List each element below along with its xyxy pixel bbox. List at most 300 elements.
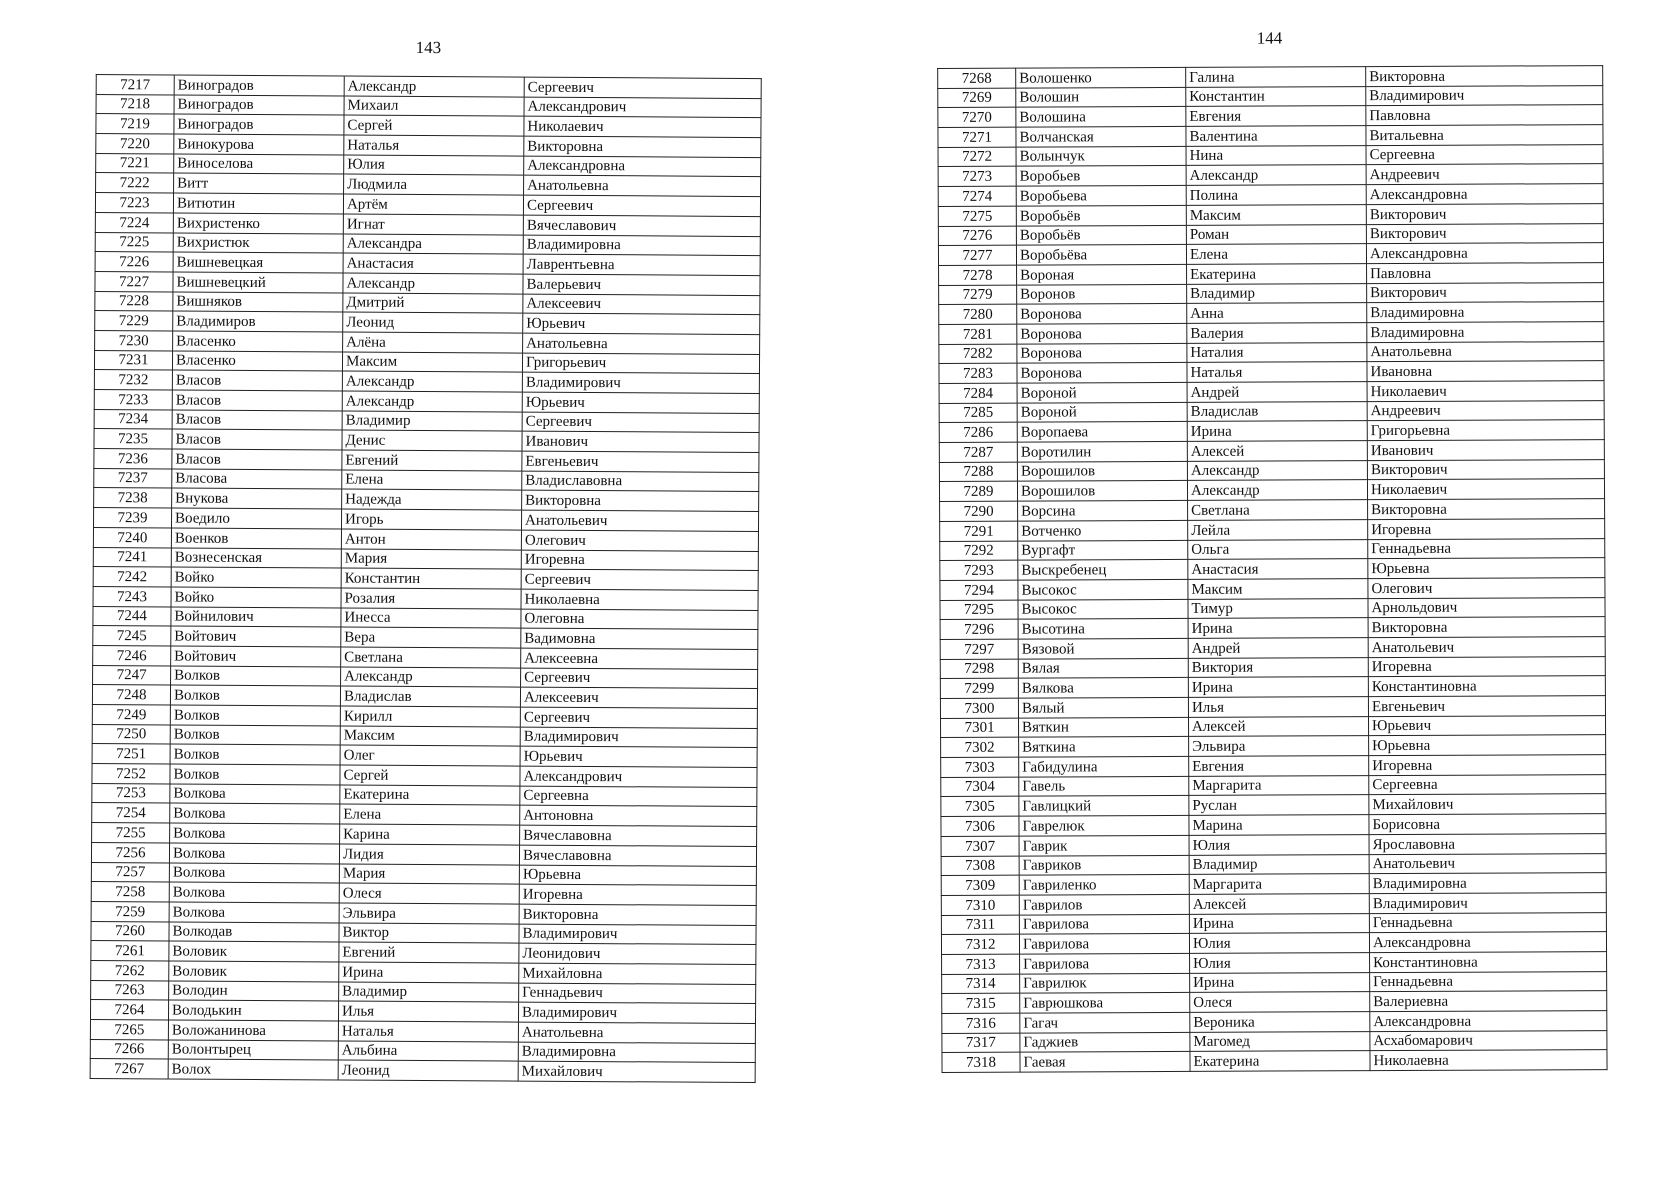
- record-number-cell: 7293: [940, 560, 1018, 580]
- surname-cell: Вознесенская: [171, 547, 341, 568]
- first-name-cell: Антон: [341, 529, 521, 550]
- surname-cell: Волох: [168, 1059, 338, 1080]
- surname-cell: Володин: [169, 981, 339, 1002]
- patronymic-cell: Геннадьевна: [1370, 971, 1607, 992]
- record-number-cell: 7260: [91, 921, 169, 941]
- first-name-cell: Александр: [342, 371, 522, 392]
- patronymic-cell: Михайлович: [1369, 794, 1606, 815]
- surname-cell: Воропаева: [1017, 422, 1187, 442]
- first-name-cell: Константин: [1186, 86, 1366, 106]
- record-number-cell: 7263: [91, 980, 169, 1000]
- record-number-cell: 7285: [939, 403, 1017, 423]
- patronymic-cell: Анатольевна: [524, 176, 761, 197]
- record-number-cell: 7239: [93, 508, 171, 528]
- patronymic-cell: Владимировна: [523, 235, 760, 256]
- surname-cell: Вороной: [1017, 402, 1187, 422]
- first-name-cell: Маргарита: [1189, 775, 1369, 795]
- first-name-cell: Александра: [343, 234, 523, 255]
- surname-cell: Власенко: [172, 351, 342, 372]
- record-number-cell: 7251: [92, 744, 170, 764]
- record-number-cell: 7287: [939, 442, 1017, 462]
- surname-cell: Воронова: [1017, 343, 1187, 363]
- record-number-cell: 7307: [941, 836, 1019, 856]
- surname-cell: Власов: [172, 370, 342, 391]
- surname-cell: Внукова: [172, 488, 342, 509]
- first-name-cell: Евгений: [342, 450, 522, 471]
- record-number-cell: 7281: [939, 324, 1017, 344]
- surname-cell: Воронова: [1017, 304, 1187, 324]
- surname-cell: Волынчук: [1016, 146, 1186, 166]
- patronymic-cell: Владимировна: [1369, 873, 1606, 894]
- record-number-cell: 7280: [939, 304, 1017, 324]
- patronymic-cell: Игоревна: [519, 884, 756, 905]
- record-number-cell: 7268: [938, 68, 1016, 88]
- record-number-cell: 7273: [938, 167, 1016, 187]
- record-number-cell: 7235: [94, 429, 172, 449]
- patronymic-cell: Алексеевна: [521, 648, 758, 669]
- record-number-cell: 7222: [96, 173, 174, 193]
- patronymic-cell: Геннадьевна: [1369, 912, 1606, 933]
- patronymic-cell: Юрьевна: [1369, 735, 1606, 756]
- patronymic-cell: Викторовна: [524, 136, 761, 157]
- patronymic-cell: Александровна: [524, 156, 761, 177]
- first-name-cell: Леонид: [343, 312, 523, 333]
- first-name-cell: Александр: [1186, 165, 1366, 185]
- first-name-cell: Маргарита: [1189, 874, 1369, 894]
- first-name-cell: Надежда: [342, 489, 522, 510]
- surname-cell: Гаврик: [1019, 835, 1189, 855]
- record-number-cell: 7304: [941, 777, 1019, 797]
- surname-cell: Вотченко: [1018, 520, 1188, 540]
- patronymic-cell: Валерьевич: [523, 274, 760, 295]
- record-number-cell: 7246: [93, 645, 171, 665]
- first-name-cell: Александр: [1187, 480, 1367, 500]
- patronymic-cell: Анатольевна: [518, 1022, 755, 1043]
- surname-cell: Витютин: [173, 193, 343, 214]
- surname-cell: Волкова: [170, 823, 340, 844]
- surname-cell: Воробьёв: [1016, 225, 1186, 245]
- first-name-cell: Елена: [1186, 244, 1366, 264]
- patronymic-cell: Григорьевич: [522, 353, 759, 374]
- record-number-cell: 7223: [95, 193, 173, 213]
- patronymic-cell: Александровна: [1366, 243, 1603, 264]
- surname-cell: Власова: [172, 469, 342, 490]
- surname-cell: Волкова: [170, 784, 340, 805]
- first-name-cell: Кирилл: [340, 706, 520, 727]
- patronymic-cell: Николаевна: [1370, 1050, 1607, 1071]
- patronymic-cell: Константиновна: [1368, 676, 1605, 697]
- patronymic-cell: Константиновна: [1370, 952, 1607, 973]
- patronymic-cell: Сергеевич: [524, 77, 761, 98]
- record-number-cell: 7309: [941, 875, 1019, 895]
- patronymic-cell: Григорьевна: [1367, 420, 1604, 441]
- surname-cell: Виноградов: [174, 75, 344, 96]
- record-number-cell: 7257: [91, 862, 169, 882]
- patronymic-cell: Евгеньевич: [522, 451, 759, 472]
- record-number-cell: 7252: [92, 764, 170, 784]
- patronymic-cell: Игоревна: [1369, 755, 1606, 776]
- record-number-cell: 7261: [91, 941, 169, 961]
- first-name-cell: Карина: [340, 824, 520, 845]
- surname-cell: Ворошилов: [1017, 461, 1187, 481]
- patronymic-cell: Александровна: [1369, 932, 1606, 953]
- record-number-cell: 7233: [94, 389, 172, 409]
- record-number-cell: 7234: [94, 409, 172, 429]
- record-number-cell: 7270: [938, 108, 1016, 128]
- patronymic-cell: Сергеевич: [522, 412, 759, 433]
- patronymic-cell: Михайлович: [518, 1061, 755, 1082]
- first-name-cell: Виктор: [339, 923, 519, 944]
- record-number-cell: 7311: [941, 915, 1019, 935]
- table-row: [90, 1059, 755, 1083]
- patronymic-cell: Анатольевич: [1368, 637, 1605, 658]
- record-number-cell: 7271: [938, 127, 1016, 147]
- surname-cell: Власов: [172, 390, 342, 411]
- record-number-cell: 7296: [940, 619, 1018, 639]
- record-number-cell: 7301: [941, 718, 1019, 738]
- surname-cell: Власов: [172, 449, 342, 470]
- surname-cell: Витт: [174, 173, 344, 194]
- patronymic-cell: Леонидович: [519, 943, 756, 964]
- first-name-cell: Альбина: [338, 1041, 518, 1062]
- first-name-cell: Алексей: [1189, 893, 1369, 913]
- record-number-cell: 7230: [95, 330, 173, 350]
- surname-cell: Гаврилова: [1019, 934, 1189, 954]
- first-name-cell: Инесса: [341, 608, 521, 629]
- patronymic-cell: Викторовна: [522, 491, 759, 512]
- first-name-cell: Полина: [1186, 185, 1366, 205]
- surname-cell: Гаврелюк: [1019, 816, 1189, 836]
- surname-cell: Воронов: [1017, 284, 1187, 304]
- record-number-cell: 7218: [96, 94, 174, 114]
- surname-cell: Волкова: [169, 902, 339, 923]
- patronymic-cell: Сергеевич: [523, 195, 760, 216]
- patronymic-cell: Юрьевич: [1368, 715, 1605, 736]
- surname-cell: Волков: [170, 725, 340, 746]
- first-name-cell: Светлана: [1188, 500, 1368, 520]
- first-name-cell: Мария: [341, 549, 521, 570]
- record-number-cell: 7240: [93, 527, 171, 547]
- record-number-cell: 7299: [940, 678, 1018, 698]
- page-number: 144: [1256, 28, 1283, 48]
- surname-cell: Ворошилов: [1017, 481, 1187, 501]
- record-number-cell: 7279: [939, 285, 1017, 305]
- surname-cell: Гаврилова: [1019, 914, 1189, 934]
- surname-cell: Волков: [171, 666, 341, 687]
- first-name-cell: Максим: [342, 352, 522, 373]
- patronymic-cell: Иванович: [1367, 440, 1604, 461]
- patronymic-cell: Лаврентьевна: [523, 254, 760, 275]
- patronymic-cell: Геннадьевна: [1368, 538, 1605, 559]
- surname-cell: Винокурова: [174, 134, 344, 155]
- surname-cell: Волонтырец: [168, 1040, 338, 1061]
- first-name-cell: Артём: [343, 194, 523, 215]
- first-name-cell: Владимир: [342, 411, 522, 432]
- patronymic-cell: Юрьевич: [522, 392, 759, 413]
- patronymic-cell: Олегович: [521, 530, 758, 551]
- patronymic-cell: Олегович: [1368, 577, 1605, 598]
- patronymic-cell: Иванович: [522, 431, 759, 452]
- record-number-cell: 7219: [96, 114, 174, 134]
- first-name-cell: Юлия: [1190, 953, 1370, 973]
- patronymic-cell: Антоновна: [520, 806, 757, 827]
- surname-cell: Гаврилова: [1020, 953, 1190, 973]
- record-number-cell: 7221: [96, 153, 174, 173]
- first-name-cell: Алексей: [1187, 441, 1367, 461]
- first-name-cell: Лидия: [339, 844, 519, 865]
- patronymic-cell: Юрьевна: [519, 865, 756, 886]
- surname-cell: Власов: [172, 429, 342, 450]
- patronymic-cell: Викторович: [1367, 459, 1604, 480]
- surname-cell: Выскребенец: [1018, 560, 1188, 580]
- patronymic-cell: Юрьевич: [523, 313, 760, 334]
- patronymic-cell: Сергеевна: [1366, 144, 1603, 165]
- patronymic-cell: Николаевич: [1367, 381, 1604, 402]
- surname-cell: Воротилин: [1017, 441, 1187, 461]
- patronymic-cell: Ярославовна: [1369, 833, 1606, 854]
- first-name-cell: Алёна: [343, 332, 523, 353]
- surname-cell: Волков: [170, 685, 340, 706]
- first-name-cell: Денис: [342, 430, 522, 451]
- first-name-cell: Тимур: [1188, 598, 1368, 618]
- surname-cell: Волошин: [1016, 87, 1186, 107]
- patronymic-cell: Сергеевич: [520, 707, 757, 728]
- first-name-cell: Олеся: [339, 883, 519, 904]
- patronymic-cell: Анатольевич: [521, 510, 758, 531]
- record-number-cell: 7297: [940, 639, 1018, 659]
- record-number-cell: 7312: [941, 934, 1019, 954]
- record-number-cell: 7264: [90, 1000, 168, 1020]
- surname-cell: Воробьёва: [1016, 245, 1186, 265]
- first-name-cell: Владимир: [339, 982, 519, 1003]
- first-name-cell: Сергей: [340, 765, 520, 786]
- surname-cell: Волков: [170, 764, 340, 785]
- surname-cell: Гаевая: [1020, 1052, 1190, 1072]
- record-number-cell: 7245: [93, 626, 171, 646]
- register-table: [937, 65, 1607, 1073]
- record-number-cell: 7272: [938, 147, 1016, 167]
- first-name-cell: Мария: [339, 864, 519, 885]
- first-name-cell: Галина: [1186, 67, 1366, 87]
- first-name-cell: Ирина: [1189, 913, 1369, 933]
- record-number-cell: 7318: [942, 1053, 1020, 1073]
- record-number-cell: 7225: [95, 232, 173, 252]
- patronymic-cell: Валериевна: [1370, 991, 1607, 1012]
- record-number-cell: 7236: [94, 449, 172, 469]
- surname-cell: Вороная: [1017, 264, 1187, 284]
- first-name-cell: Анастасия: [1188, 559, 1368, 579]
- record-number-cell: 7283: [939, 363, 1017, 383]
- first-name-cell: Ирина: [1188, 677, 1368, 697]
- record-number-cell: 7226: [95, 252, 173, 272]
- record-number-cell: 7278: [939, 265, 1017, 285]
- first-name-cell: Наталья: [344, 135, 524, 156]
- record-number-cell: 7294: [940, 580, 1018, 600]
- surname-cell: Воробьёв: [1016, 205, 1186, 225]
- surname-cell: Гаджиев: [1020, 1032, 1190, 1052]
- surname-cell: Вялкова: [1018, 678, 1188, 698]
- first-name-cell: Евгения: [1186, 106, 1366, 126]
- surname-cell: Воедило: [171, 508, 341, 529]
- record-number-cell: 7305: [941, 797, 1019, 817]
- patronymic-cell: Владимирович: [1369, 892, 1606, 913]
- record-number-cell: 7228: [95, 291, 173, 311]
- patronymic-cell: Викторовна: [519, 904, 756, 925]
- first-name-cell: Алексей: [1189, 716, 1369, 736]
- surname-cell: Гаврилов: [1019, 894, 1189, 914]
- record-number-cell: 7256: [91, 842, 169, 862]
- patronymic-cell: Анатольевна: [523, 333, 760, 354]
- patronymic-cell: Александровна: [1366, 184, 1603, 205]
- surname-cell: Вишневецкая: [173, 252, 343, 273]
- surname-cell: Виноградов: [174, 95, 344, 116]
- surname-cell: Волкова: [169, 843, 339, 864]
- first-name-cell: Вероника: [1190, 1012, 1370, 1032]
- record-number-cell: 7253: [92, 783, 170, 803]
- surname-cell: Воложанинова: [168, 1020, 338, 1041]
- record-number-cell: 7254: [92, 803, 170, 823]
- patronymic-cell: Владимировна: [518, 1042, 755, 1063]
- surname-cell: Войтович: [171, 626, 341, 647]
- first-name-cell: Юлия: [344, 155, 524, 176]
- patronymic-cell: Владиславовна: [522, 471, 759, 492]
- first-name-cell: Валентина: [1186, 126, 1366, 146]
- surname-cell: Гавриков: [1019, 855, 1189, 875]
- patronymic-cell: Андреевич: [1366, 164, 1603, 185]
- page-left: [90, 36, 761, 1083]
- record-number-cell: 7284: [939, 383, 1017, 403]
- surname-cell: Ворсина: [1018, 501, 1188, 521]
- first-name-cell: Юлия: [1189, 834, 1369, 854]
- first-name-cell: Марина: [1189, 815, 1369, 835]
- first-name-cell: Александр: [344, 76, 524, 97]
- patronymic-cell: Вячеславовна: [520, 825, 757, 846]
- patronymic-cell: Сергеевич: [521, 569, 758, 590]
- first-name-cell: Екатерина: [1187, 264, 1367, 284]
- first-name-cell: Евгения: [1189, 756, 1369, 776]
- record-number-cell: 7237: [94, 468, 172, 488]
- record-number-cell: 7290: [940, 501, 1018, 521]
- record-number-cell: 7220: [96, 134, 174, 154]
- surname-cell: Виноградов: [174, 114, 344, 135]
- record-number-cell: 7295: [940, 600, 1018, 620]
- first-name-cell: Розалия: [341, 588, 521, 609]
- record-number-cell: 7316: [942, 1013, 1020, 1033]
- first-name-cell: Владислав: [1187, 401, 1367, 421]
- patronymic-cell: Михайловна: [519, 963, 756, 984]
- record-number-cell: 7267: [90, 1059, 168, 1079]
- patronymic-cell: Викторович: [1367, 282, 1604, 303]
- surname-cell: Вороной: [1017, 382, 1187, 402]
- patronymic-cell: Викторовна: [1368, 617, 1605, 638]
- surname-cell: Высотина: [1018, 619, 1188, 639]
- first-name-cell: Виктория: [1188, 657, 1368, 677]
- surname-cell: Войко: [171, 587, 341, 608]
- record-number-cell: 7306: [941, 816, 1019, 836]
- patronymic-cell: Анатольевич: [1369, 853, 1606, 874]
- surname-cell: Волошенко: [1016, 67, 1186, 87]
- record-number-cell: 7258: [91, 882, 169, 902]
- patronymic-cell: Владимировна: [1367, 322, 1604, 343]
- patronymic-cell: Юрьевна: [1368, 558, 1605, 579]
- first-name-cell: Роман: [1186, 224, 1366, 244]
- first-name-cell: Константин: [341, 568, 521, 589]
- record-number-cell: 7300: [940, 698, 1018, 718]
- surname-cell: Гавриленко: [1019, 875, 1189, 895]
- first-name-cell: Елена: [340, 804, 520, 825]
- first-name-cell: Валерия: [1187, 323, 1367, 343]
- patronymic-cell: Владимировна: [1367, 302, 1604, 323]
- record-number-cell: 7250: [92, 724, 170, 744]
- patronymic-cell: Владимирович: [1366, 85, 1603, 106]
- surname-cell: Воловик: [169, 961, 339, 982]
- patronymic-cell: Игоревна: [1368, 656, 1605, 677]
- record-number-cell: 7288: [939, 462, 1017, 482]
- surname-cell: Гаврюшкова: [1020, 993, 1190, 1013]
- surname-cell: Волков: [170, 744, 340, 765]
- patronymic-cell: Владимирович: [520, 727, 757, 748]
- patronymic-cell: Игоревна: [521, 550, 758, 571]
- record-number-cell: 7265: [90, 1019, 168, 1039]
- surname-cell: Гавель: [1019, 776, 1189, 796]
- record-number-cell: 7298: [940, 659, 1018, 679]
- record-number-cell: 7277: [938, 245, 1016, 265]
- surname-cell: Вургафт: [1018, 540, 1188, 560]
- first-name-cell: Ирина: [1188, 618, 1368, 638]
- page-number: 143: [415, 37, 442, 58]
- surname-cell: Воронова: [1017, 363, 1187, 383]
- record-number-cell: 7247: [93, 665, 171, 685]
- surname-cell: Высокос: [1018, 579, 1188, 599]
- patronymic-cell: Борисовна: [1369, 814, 1606, 835]
- surname-cell: Гагач: [1020, 1012, 1190, 1032]
- surname-cell: Вяткина: [1019, 737, 1189, 757]
- surname-cell: Воронова: [1017, 323, 1187, 343]
- record-number-cell: 7292: [940, 541, 1018, 561]
- first-name-cell: Людмила: [344, 174, 524, 195]
- record-number-cell: 7232: [94, 370, 172, 390]
- first-name-cell: Дмитрий: [343, 293, 523, 314]
- surname-cell: Володькин: [168, 1000, 338, 1021]
- record-number-cell: 7255: [92, 823, 170, 843]
- patronymic-cell: Александрович: [520, 766, 757, 787]
- patronymic-cell: Алексеевич: [520, 687, 757, 708]
- first-name-cell: Наталья: [1187, 362, 1367, 382]
- record-number-cell: 7224: [95, 212, 173, 232]
- record-number-cell: 7241: [93, 547, 171, 567]
- patronymic-cell: Юрьевич: [520, 746, 757, 767]
- first-name-cell: Михаил: [344, 96, 524, 117]
- patronymic-cell: Павловна: [1367, 262, 1604, 283]
- patronymic-cell: Сергеевна: [1369, 774, 1606, 795]
- first-name-cell: Илья: [338, 1001, 518, 1022]
- first-name-cell: Олег: [340, 745, 520, 766]
- first-name-cell: Руслан: [1189, 795, 1369, 815]
- record-number-cell: 7314: [942, 974, 1020, 994]
- surname-cell: Волков: [170, 705, 340, 726]
- first-name-cell: Александр: [1187, 460, 1367, 480]
- surname-cell: Гавлицкий: [1019, 796, 1189, 816]
- surname-cell: Военков: [171, 528, 341, 549]
- first-name-cell: Наталия: [1187, 342, 1367, 362]
- surname-cell: Вихристенко: [173, 213, 343, 234]
- record-number-cell: 7243: [93, 586, 171, 606]
- first-name-cell: Игорь: [341, 509, 521, 530]
- first-name-cell: Вера: [341, 627, 521, 648]
- record-number-cell: 7274: [938, 186, 1016, 206]
- patronymic-cell: Викторовна: [1366, 66, 1603, 87]
- first-name-cell: Ирина: [1187, 421, 1367, 441]
